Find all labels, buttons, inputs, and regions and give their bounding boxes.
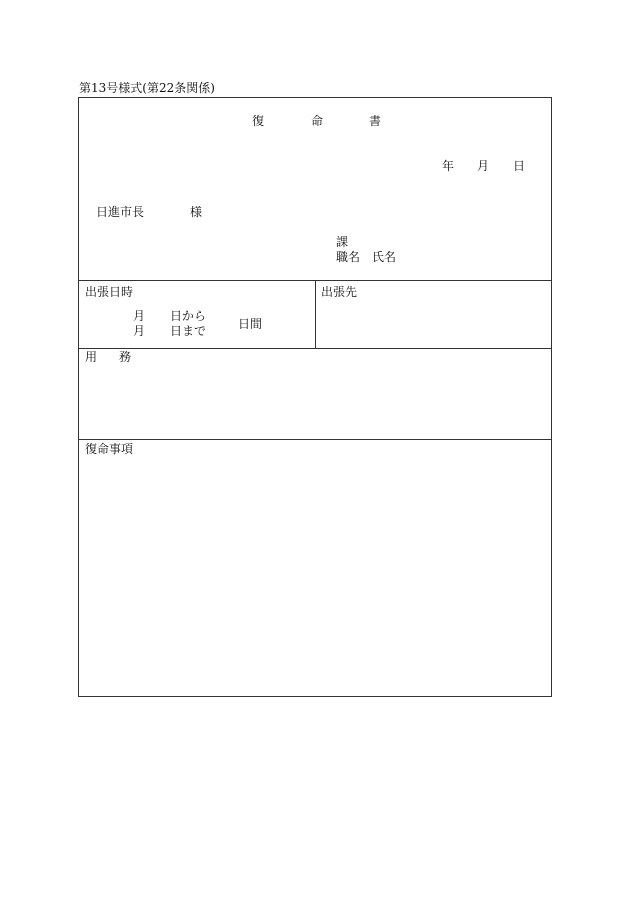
divider-trip-columns bbox=[315, 280, 316, 348]
trip-datetime-label: 出張日時 bbox=[85, 285, 134, 299]
from-day-label: 日から bbox=[170, 309, 207, 323]
honorific: 様 bbox=[190, 205, 203, 219]
title-char-1: 復 bbox=[252, 114, 265, 128]
date-year-label: 年 bbox=[442, 159, 455, 173]
title-char-2: 命 bbox=[311, 114, 324, 128]
business-label-char-2: 務 bbox=[119, 350, 132, 364]
date-day-label: 日 bbox=[513, 159, 526, 173]
report-form bbox=[78, 97, 552, 697]
business-label-char-1: 用 bbox=[85, 350, 98, 364]
title-char-3: 書 bbox=[369, 114, 382, 128]
date-month-label: 月 bbox=[477, 159, 490, 173]
to-month-label: 月 bbox=[133, 324, 146, 338]
divider-trip bbox=[79, 348, 551, 349]
to-day-label: 日まで bbox=[170, 324, 207, 338]
trip-destination-label: 出張先 bbox=[321, 285, 358, 299]
duration-label: 日間 bbox=[238, 317, 263, 331]
section-label: 課 bbox=[336, 235, 349, 249]
from-month-label: 月 bbox=[133, 309, 146, 323]
position-label: 職名 bbox=[336, 250, 361, 264]
addressee: 日進市長 bbox=[96, 205, 145, 219]
form-number: 第13号様式(第22条関係) bbox=[79, 81, 215, 95]
divider-business bbox=[79, 439, 551, 440]
name-label: 氏名 bbox=[372, 250, 397, 264]
report-items-label: 復命事項 bbox=[85, 442, 134, 456]
